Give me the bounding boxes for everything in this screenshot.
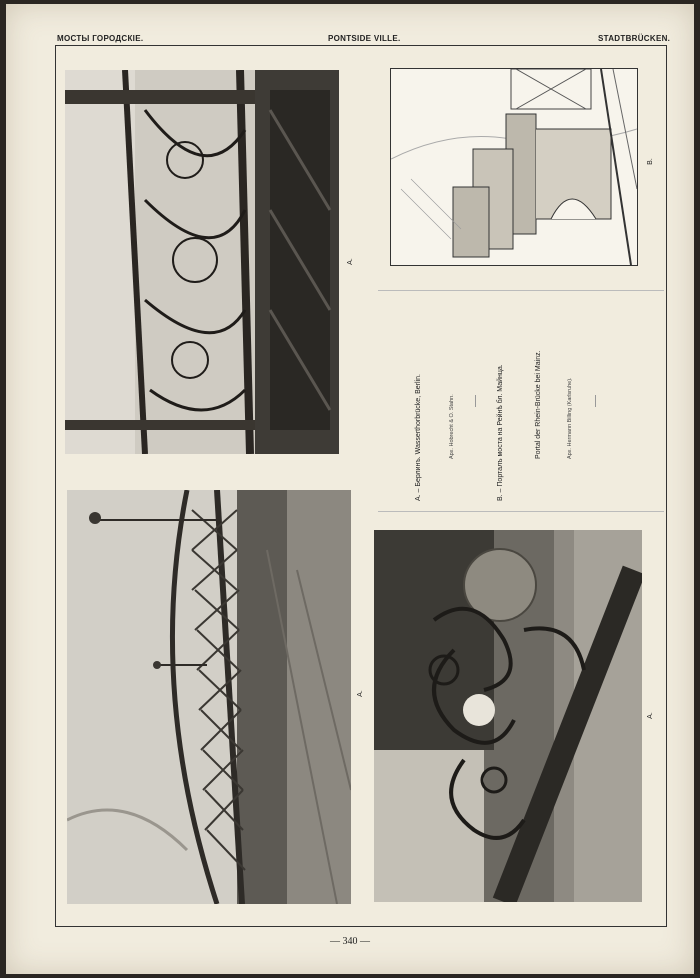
right-border: [666, 45, 667, 927]
caption-b-title-de: Portal der Rhein-Brücke bei Mainz.: [535, 350, 542, 459]
caption-block: [378, 290, 664, 512]
page-number: — 340 —: [330, 936, 370, 947]
header-right: STADTBRÜCKEN.: [598, 34, 671, 43]
plate-label-top-right: B.: [646, 158, 654, 165]
drawing-portal-mainz: [390, 68, 638, 266]
caption-divider-2: [595, 395, 596, 407]
caption-b-title-ru: B. – Порталъ моста на Рейнѣ бл. Майнца.: [497, 364, 504, 501]
caption-a-author: Арх. Hobrecht & O. Stahn.: [449, 394, 455, 459]
plate-label-top-left: A.: [346, 258, 354, 265]
photo-ironwork-sphere: [374, 530, 642, 902]
photo-railing-ornament: [65, 70, 339, 454]
footer-rule: [55, 926, 667, 927]
caption-divider-1: [475, 395, 476, 407]
photo-bridge-lamps: [67, 490, 351, 904]
header-left: МОСТЫ ГОРОДСКІЕ.: [57, 34, 144, 43]
header-center: PONTSIDE VILLE.: [328, 34, 401, 43]
plate-label-bottom-right: A.: [646, 712, 654, 719]
caption-b-author: Арх. Hermann Billing (Karlsruhe).: [567, 377, 573, 459]
plate-label-bottom-left: A.: [356, 690, 364, 697]
header-rule: [55, 45, 667, 46]
left-border: [55, 45, 56, 927]
caption-a-title: A. – Берлинъ. Wasserthorbrücke, Berlin.: [415, 374, 422, 501]
